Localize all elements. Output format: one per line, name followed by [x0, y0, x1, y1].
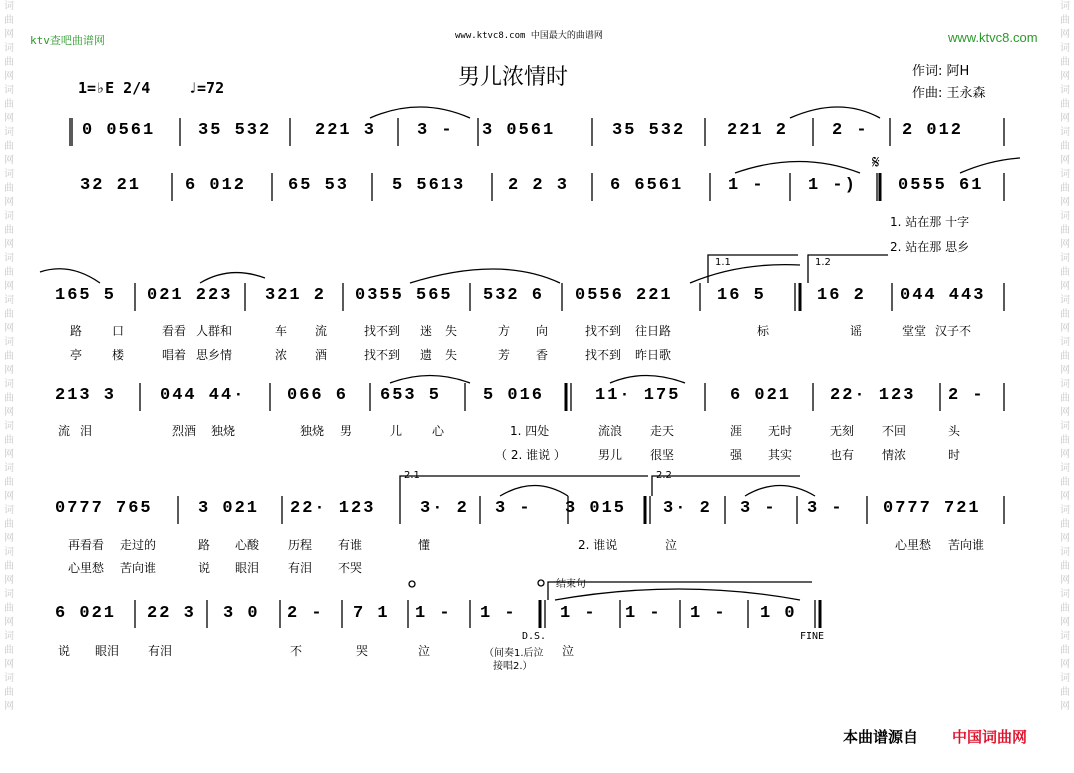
watermark-char: 词: [1060, 505, 1070, 516]
verse-label-1: 1. 站在那 十字: [890, 215, 970, 229]
watermark-char: 网: [1060, 491, 1070, 502]
watermark-char: 网: [1060, 659, 1070, 670]
watermark-char: 曲: [1060, 519, 1070, 530]
watermark-char: 词: [4, 379, 14, 390]
watermark-char: 网: [4, 575, 14, 586]
watermark-char: 网: [1060, 323, 1070, 334]
watermark-char: 网: [1060, 533, 1070, 544]
watermark-char: 曲: [4, 687, 14, 698]
watermark-char: 网: [4, 281, 14, 292]
watermark-char: 曲: [4, 267, 14, 278]
watermark-char: 网: [1060, 71, 1070, 82]
lyrics-row-6: 说 眼泪 有泪 不 哭 泣 泣: [58, 644, 575, 658]
watermark-char: 曲: [1060, 309, 1070, 320]
watermark-char: 网: [1060, 113, 1070, 124]
watermark-char: 词: [1060, 295, 1070, 306]
watermark-char: 曲: [4, 57, 14, 68]
watermark-char: 网: [4, 239, 14, 250]
watermark-char: 网: [4, 323, 14, 334]
watermark-char: 词: [1060, 211, 1070, 222]
watermark-char: 网: [1060, 197, 1070, 208]
lyrics-row-5b: 心里愁 苦向谁 说 眼泪 有泪 不哭: [68, 561, 363, 575]
watermark-char: 网: [1060, 155, 1070, 166]
coda-label: 结束句: [556, 579, 586, 590]
watermark-char: 网: [4, 491, 14, 502]
site-label-left: ktv查吧曲谱网: [30, 34, 105, 47]
watermark-char: 网: [4, 155, 14, 166]
watermark-char: 网: [4, 113, 14, 124]
watermark-char: 曲: [1060, 267, 1070, 278]
watermark-char: 词: [4, 337, 14, 348]
volta-2-1: 2.1: [404, 470, 420, 481]
watermark-char: 网: [4, 659, 14, 670]
watermark-char: 词: [1060, 1, 1070, 12]
watermark-char: 曲: [1060, 141, 1070, 152]
lyrics-row-4a: 流 泪 烈酒 独烧 独烧 男 儿 心 1. 四处 流浪 走天 涯 无时 无刻 不回 头: [58, 424, 961, 438]
watermark-char: 词: [1060, 169, 1070, 180]
watermark-char: 网: [1060, 239, 1070, 250]
watermark-char: 词: [1060, 673, 1070, 684]
watermark-char: 词: [1060, 589, 1070, 600]
watermark-char: 词: [4, 253, 14, 264]
watermark-char: 词: [4, 43, 14, 54]
watermark-char: 曲: [4, 309, 14, 320]
watermark-char: 网: [1060, 407, 1070, 418]
watermark-char: 曲: [4, 351, 14, 362]
watermark-char: 词: [1060, 253, 1070, 264]
watermark-char: 网: [4, 407, 14, 418]
watermark-char: 曲: [4, 225, 14, 236]
watermark-char: 词: [4, 127, 14, 138]
watermark-char: 词: [4, 673, 14, 684]
watermark-char: 曲: [4, 183, 14, 194]
key-signature: 1=♭E 2/4: [78, 79, 151, 97]
watermark-char: 词: [4, 463, 14, 474]
watermark-char: 网: [4, 197, 14, 208]
site-label-center: www.ktvc8.com 中国最大的曲谱网: [455, 31, 603, 41]
watermark-char: 词: [4, 169, 14, 180]
watermark-char: 词: [1060, 421, 1070, 432]
source-label: 本曲谱源自: [843, 728, 919, 746]
watermark-char: 曲: [4, 603, 14, 614]
watermark-char: 曲: [1060, 435, 1070, 446]
ds-note-2: 接唱2.）: [493, 661, 533, 672]
watermark-char: 曲: [1060, 225, 1070, 236]
watermark-char: 词: [4, 295, 14, 306]
watermark-char: 词: [4, 589, 14, 600]
lyrics-row-3b: 亭 楼 唱着 思乡情 浓 酒 找不到 遗 失 芳 香 找不到 昨日歌: [70, 348, 672, 362]
lyricist: 作词: 阿H: [912, 64, 970, 79]
watermark-char: 词: [4, 1, 14, 12]
watermark-char: 词: [1060, 631, 1070, 642]
watermark-char: 网: [4, 29, 14, 40]
source-site-link[interactable]: 中国词曲网: [952, 728, 1028, 746]
svg-text:𝄋: 𝄋: [872, 152, 880, 173]
watermark-char: 曲: [4, 645, 14, 656]
watermark-char: 网: [4, 449, 14, 460]
lyrics-row-4b: （ 2. 谁说 ） 男儿 很坚 强 其实 也有 情浓 时: [495, 448, 961, 462]
watermark-char: 曲: [1060, 183, 1070, 194]
watermark-char: 曲: [4, 393, 14, 404]
watermark-char: 曲: [1060, 57, 1070, 68]
watermark-char: 曲: [1060, 393, 1070, 404]
verse-label-2: 2. 站在那 思乡: [890, 240, 970, 254]
fine-marking: FINE: [800, 631, 825, 642]
page-title: 男儿浓情时: [458, 65, 569, 90]
watermark-char: 曲: [1060, 99, 1070, 110]
watermark-char: 网: [4, 365, 14, 376]
watermark-char: 词: [4, 211, 14, 222]
ds-marking: D.S.: [522, 631, 547, 642]
watermark-char: 曲: [1060, 351, 1070, 362]
watermark-char: 网: [1060, 575, 1070, 586]
watermark-char: 网: [1060, 365, 1070, 376]
watermark-char: 网: [1060, 29, 1070, 40]
watermark-char: 词: [4, 547, 14, 558]
watermark-char: 网: [4, 701, 14, 712]
watermark-char: 词: [1060, 43, 1070, 54]
watermark-char: 网: [1060, 281, 1070, 292]
watermark-char: 网: [4, 71, 14, 82]
watermark-char: 词: [1060, 463, 1070, 474]
site-label-right: www.ktvc8.com: [948, 30, 1038, 45]
watermark-char: 曲: [4, 435, 14, 446]
watermark-char: 曲: [4, 15, 14, 26]
quarter-note-icon: ♩: [188, 79, 198, 97]
watermark-char: 网: [1060, 449, 1070, 460]
watermark-char: 曲: [4, 141, 14, 152]
watermark-char: 词: [1060, 85, 1070, 96]
lyrics-row-5a: 再看看 走过的 路 心酸 历程 有谁 懂 2. 谁说 泣 心里愁 苦向谁: [68, 538, 985, 552]
lyrics-row-3a: 路 口 看看 人群和 车 流 找不到 迷 失 方 向 找不到 往日路 标 谣 堂堂 汉子不: [70, 324, 972, 338]
watermark-char: 曲: [1060, 477, 1070, 488]
watermark-char: 词: [1060, 337, 1070, 348]
watermark-char: 曲: [4, 519, 14, 530]
volta-1-1: 1.1: [715, 257, 731, 268]
watermark-char: 曲: [4, 99, 14, 110]
watermark-char: 曲: [4, 477, 14, 488]
volta-2-2: 2.2: [656, 470, 672, 481]
tempo-marking: ♩=72: [188, 79, 225, 97]
watermark-char: 词: [1060, 379, 1070, 390]
watermark-char: 词: [4, 85, 14, 96]
watermark-char: 网: [4, 617, 14, 628]
watermark-char: 网: [4, 533, 14, 544]
watermark-char: 网: [1060, 701, 1070, 712]
watermark-char: 词: [1060, 127, 1070, 138]
watermark-char: 曲: [1060, 15, 1070, 26]
watermark-char: 曲: [4, 561, 14, 572]
watermark-char: 曲: [1060, 603, 1070, 614]
watermark-char: 曲: [1060, 687, 1070, 698]
watermark-char: 曲: [1060, 645, 1070, 656]
composer: 作曲: 王永森: [912, 86, 986, 101]
watermark-char: 网: [1060, 617, 1070, 628]
ds-note-1: （间奏1.后泣: [484, 648, 544, 659]
watermark-char: 词: [4, 421, 14, 432]
watermark-char: 词: [4, 631, 14, 642]
watermark-char: 词: [1060, 547, 1070, 558]
watermark-char: 词: [4, 505, 14, 516]
watermark-char: 曲: [1060, 561, 1070, 572]
volta-1-2: 1.2: [815, 257, 831, 268]
